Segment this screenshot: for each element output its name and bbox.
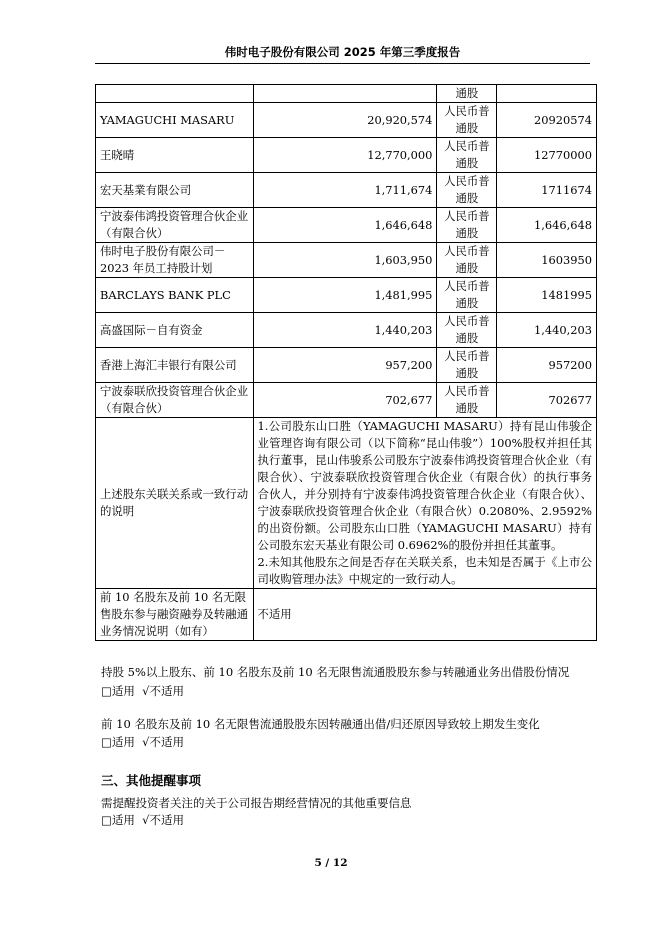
table-row [96,278,597,313]
share-qty: 1711674 [497,173,597,208]
table-row [96,103,597,138]
table-row [96,589,597,641]
holder-shares: 957,200 [253,348,437,383]
holder-shares: 20,920,574 [253,103,437,138]
lending-text: 持股 5%以上股东、前 10 名股东及前 10 名无限售流通股股东参与转融通业务出借股份情况 [101,665,570,679]
share-qty: 702677 [497,383,597,418]
change-text: 前 10 名股东及前 10 名无限售流通股股东因转融通出借/归还原因导致较上期发生变化 [101,717,540,731]
holder-name: 高盛国际－自有资金 [96,313,254,348]
table-row [96,208,597,243]
share-qty: 1481995 [497,278,597,313]
share-type: 人民币普通股 [437,383,497,418]
holder-shares: 1,646,648 [253,208,437,243]
relation-text-2: 2.未知其他股东之间是否存在关联关系，也未知是否属于《上市公司收购管理办法》中规定的一致行动人。 [257,555,592,586]
share-qty: 1,440,203 [497,313,597,348]
table-row [96,85,597,103]
share-type: 人民币普通股 [437,313,497,348]
section-title: 三、其他提醒事项 [101,773,202,788]
section-text: 需提醒投资者关注的关于公司报告期经营情况的其他重要信息 [101,796,412,810]
table-row [96,383,597,418]
share-type: 人民币普通股 [437,103,497,138]
holder-shares: 1,440,203 [253,313,437,348]
header-rule [95,63,590,64]
share-type: 人民币普通股 [437,173,497,208]
holder-name: BARCLAYS BANK PLC [96,278,254,313]
share-qty: 20920574 [497,103,597,138]
holder-name: 伟时电子股份有限公司－2023 年员工持股计划 [96,243,254,278]
lending-choice: □适用 √不适用 [101,684,185,698]
holder-name: 宁波泰伟鸿投资管理合伙企业（有限合伙） [96,208,254,243]
holder-name: 香港上海汇丰银行有限公司 [96,348,254,383]
section-choice: □适用 √不适用 [101,813,185,827]
holder-name: 王晓晴 [96,138,254,173]
holder-shares: 702,677 [253,383,437,418]
table-row [96,348,597,383]
holder-name: YAMAGUCHI MASARU [96,103,254,138]
table-row [96,418,597,589]
relation-label: 上述股东关联关系或一致行动的说明 [96,418,254,589]
share-type: 人民币普通股 [437,243,497,278]
table-row [96,173,597,208]
holder-shares: 1,711,674 [253,173,437,208]
share-type: 人民币普通股 [437,278,497,313]
share-qty: 12770000 [497,138,597,173]
table-row [96,313,597,348]
relation-text-1: 1.公司股东山口胜（YAMAGUCHI MASARU）持有昆山伟骏企业管理咨询有限公司（以下简称“昆山伟骏”）100%股权并担任其执行董事，昆山伟骏系公司股东宁波泰伟鸿投资管理合伙企业（有限合伙）、宁波泰联欣投资管理合伙企业（有限合伙）的执行事务合伙人，并分别持有宁波泰伟鸿投资管理合伙企业（有限合伙）、宁波泰联欣投资管理合伙企业（有限合伙）0.2080%、2.9592%的出资份额。公司股东山口胜（YAMAGUCHI MASARU）持有公司股东宏天基业有限公司 0.6962%的股份并担任其董事。 [257,419,592,552]
margin-value: 不适用 [253,589,597,641]
share-qty: 1603950 [497,243,597,278]
holder-shares: 1,481,995 [253,278,437,313]
page-number: 5 / 12 [314,857,348,869]
share-qty: 957200 [497,348,597,383]
share-qty: 1,646,648 [497,208,597,243]
table-row [96,138,597,173]
shareholder-table [95,84,597,641]
share-type: 人民币普通股 [437,138,497,173]
holder-name: 宁波泰联欣投资管理合伙企业（有限合伙） [96,383,254,418]
holder-shares: 12,770,000 [253,138,437,173]
share-type: 通股 [437,85,497,103]
holder-shares: 1,603,950 [253,243,437,278]
relation-description [253,418,597,589]
share-type: 人民币普通股 [437,208,497,243]
change-choice: □适用 √不适用 [101,735,185,749]
page-header: 伟时电子股份有限公司 2025 年第三季度报告 [224,45,461,59]
margin-label: 前 10 名股东及前 10 名无限售股东参与融资融券及转融通业务情况说明（如有） [96,589,254,641]
table-row [96,243,597,278]
holder-name: 宏天基業有限公司 [96,173,254,208]
share-type: 人民币普通股 [437,348,497,383]
